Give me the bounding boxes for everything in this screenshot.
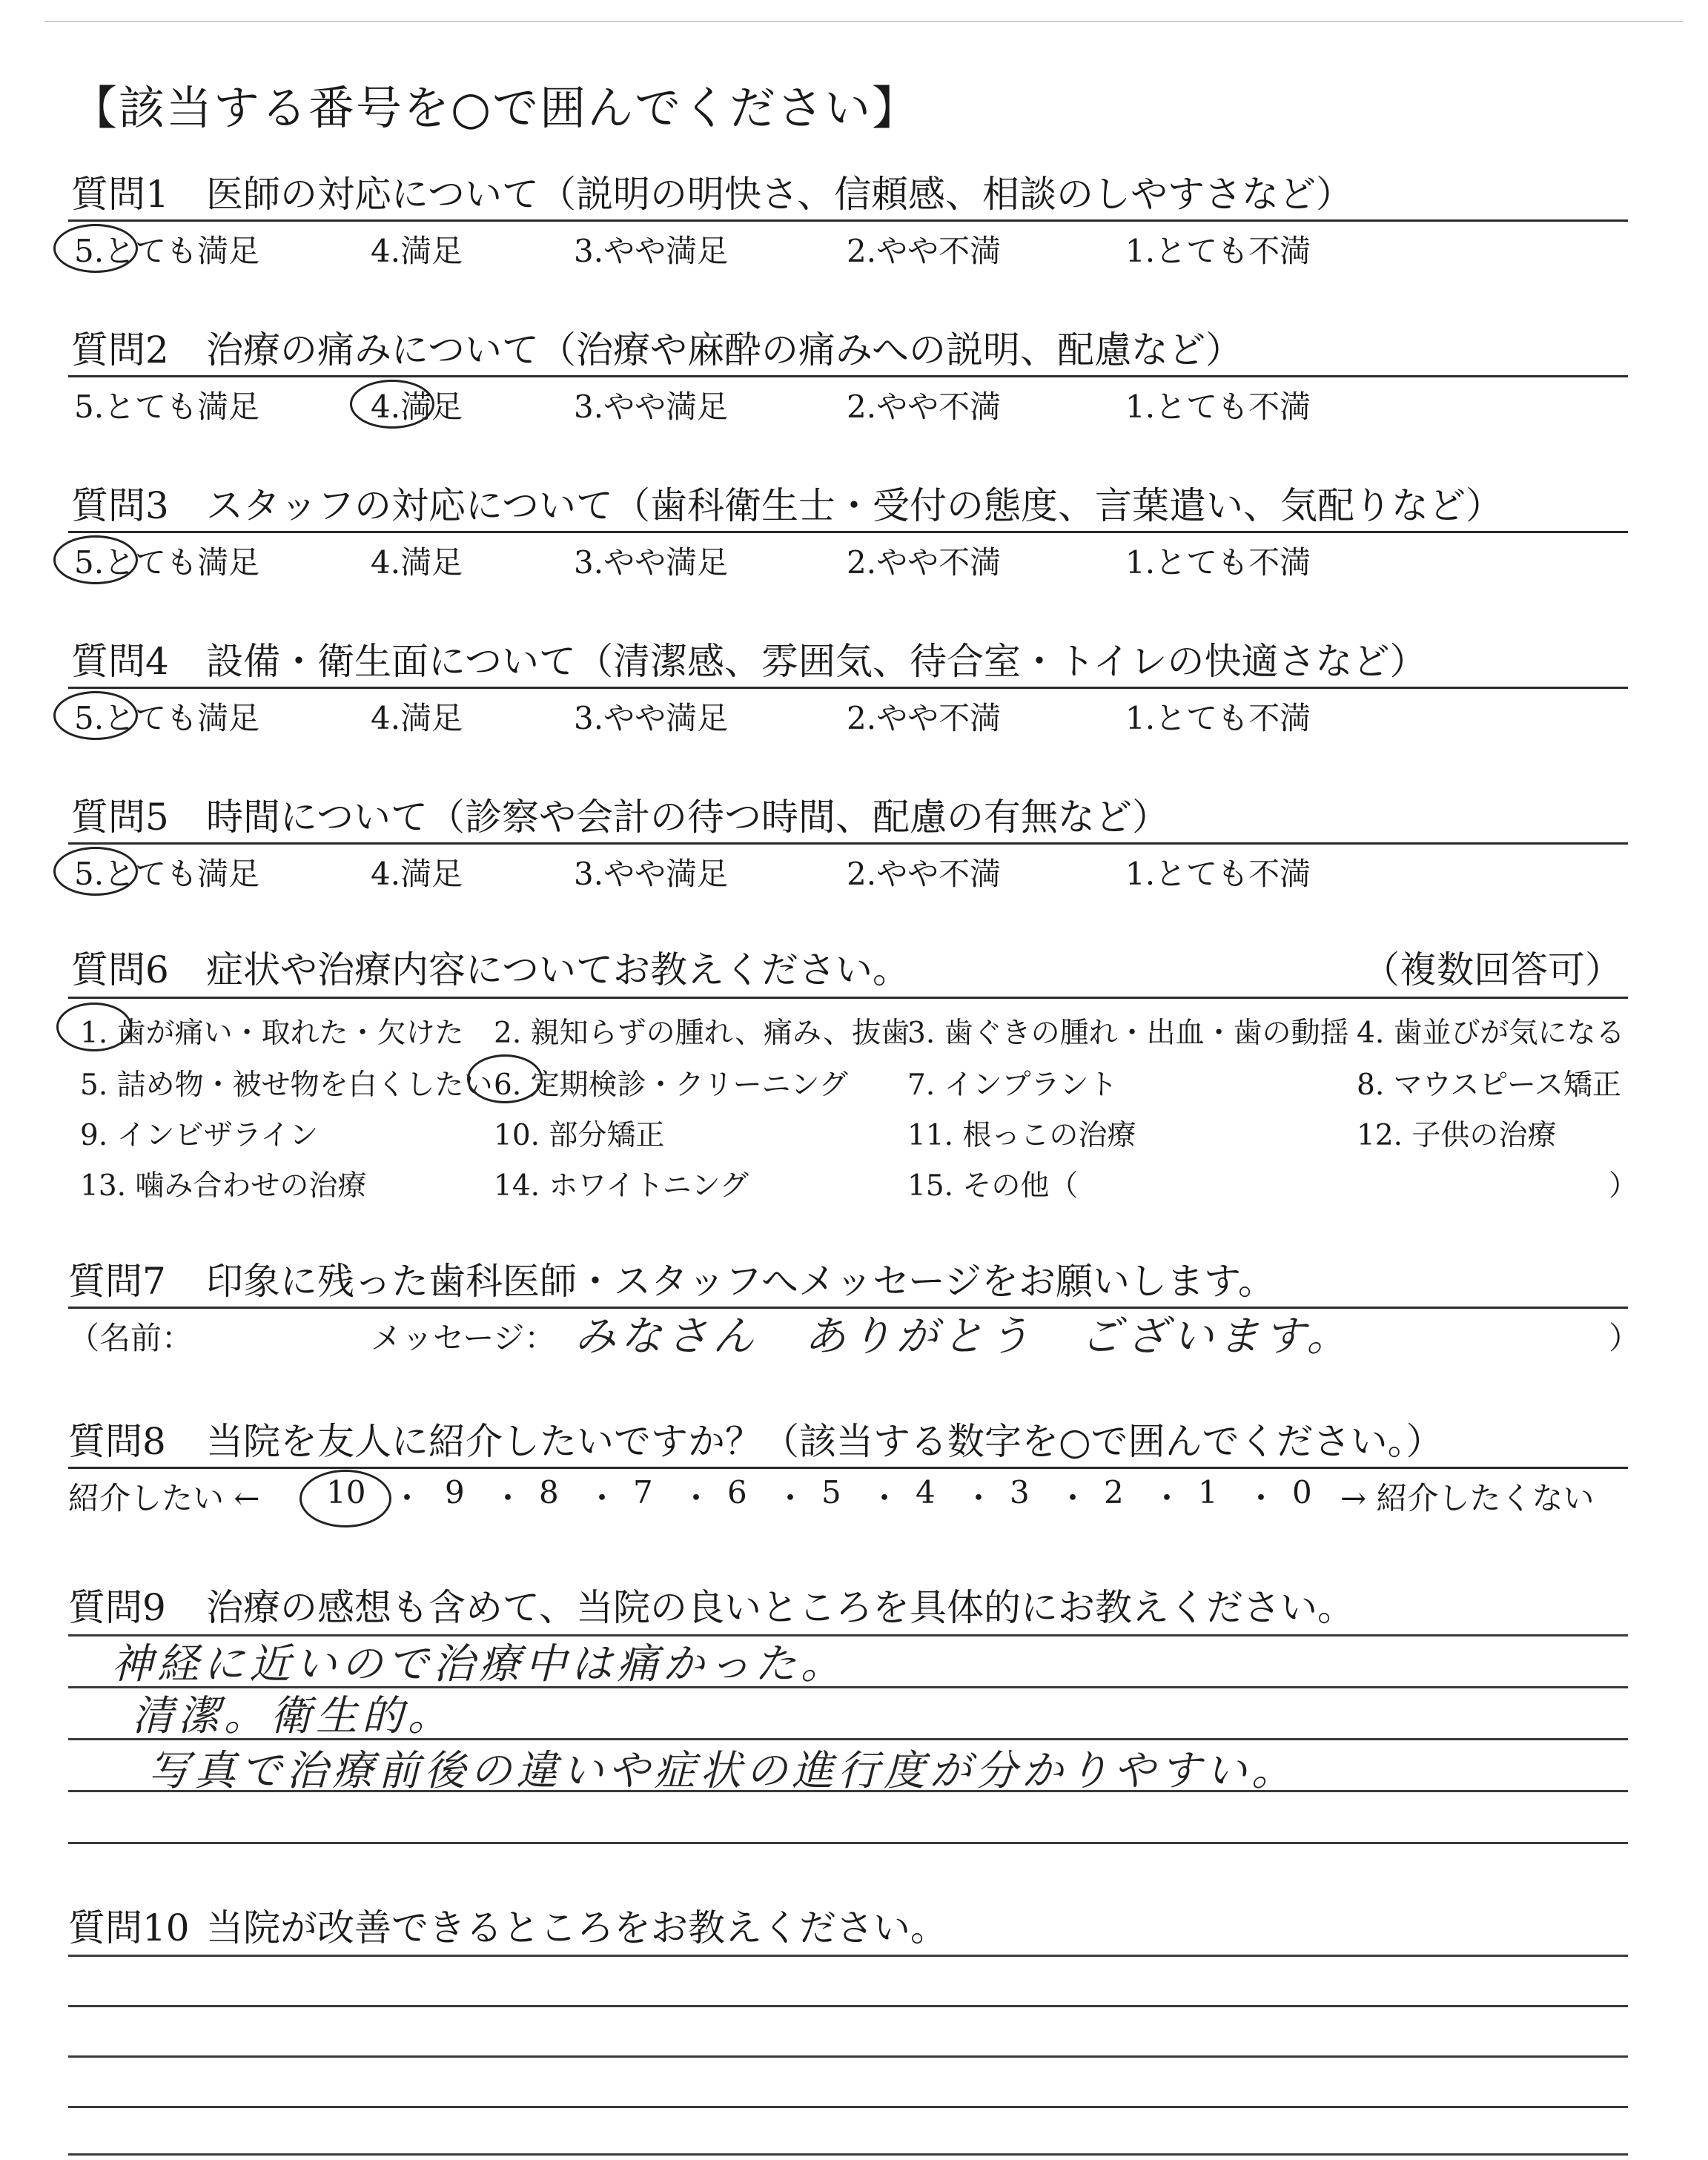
q9-line-5 [68, 1842, 1628, 1844]
q4-option-3[interactable]: 3.やや満足 [574, 700, 729, 736]
q6-option-7[interactable]: 7. インプラント [907, 1069, 1118, 1102]
q2-label: 質問2 [71, 328, 169, 371]
q6-option-4[interactable]: 4. 歯並びが気になる [1357, 1017, 1625, 1050]
q8-scale-8[interactable]: 8 [539, 1474, 559, 1510]
q8-scale-separator: ・ [1151, 1480, 1183, 1516]
q6-option-10[interactable]: 10. 部分矯正 [494, 1119, 665, 1152]
q8-scale-separator: ・ [586, 1480, 618, 1516]
q6-text: 症状や治療内容についてお教えください。 [206, 948, 910, 991]
q6-option-1[interactable]: 1. 歯が痛い・取れた・欠けた [80, 1017, 464, 1050]
q2-option-5[interactable]: 5.とても満足 [74, 389, 260, 425]
q5-option-1[interactable]: 1.とても不満 [1125, 856, 1311, 892]
scan-edge [44, 21, 1683, 22]
q2-option-1[interactable]: 1.とても不満 [1125, 389, 1311, 425]
q3-label: 質問3 [71, 484, 169, 527]
q8-scale-3[interactable]: 3 [1010, 1474, 1030, 1510]
q3-option-5[interactable]: 5.とても満足 [74, 544, 260, 581]
q1-label: 質問1 [71, 173, 169, 216]
q6-other-close[interactable]: ） [1609, 1169, 1638, 1203]
q8-rule [68, 1467, 1628, 1469]
q3-option-2[interactable]: 2.やや不満 [847, 544, 1002, 581]
q8-scale-7[interactable]: 7 [633, 1474, 653, 1510]
q8-scale-separator: ・ [391, 1480, 423, 1516]
q6-option-15[interactable]: 15. その他（ [907, 1169, 1079, 1203]
q4-option-2[interactable]: 2.やや不満 [847, 700, 1002, 736]
q7-message: みなさん ありがとう ございます。 [575, 1312, 1353, 1361]
q4-label: 質問4 [71, 640, 169, 683]
q5-option-2[interactable]: 2.やや不満 [847, 856, 1002, 892]
q3-option-4[interactable]: 4.満足 [371, 544, 463, 581]
q6-option-6[interactable]: 6. 定期検診・クリーニング [494, 1069, 848, 1102]
q4-selection-circle [53, 691, 138, 740]
q2-option-2[interactable]: 2.やや不満 [847, 389, 1002, 425]
q10-line-5 [68, 2153, 1628, 2156]
q8-scale-separator: ・ [869, 1480, 901, 1516]
q1-option-5[interactable]: 5.とても満足 [74, 233, 260, 269]
q3-rule [68, 531, 1628, 533]
q6-rule [68, 997, 1628, 999]
q9-answer-1: 神経に近いので治療中は痛かった。 [111, 1640, 847, 1688]
q5-text: 時間について（診察や会計の待つ時間、配慮の有無など） [206, 796, 1169, 839]
q5-option-4[interactable]: 4.満足 [371, 856, 463, 892]
q8-scale-6[interactable]: 6 [727, 1474, 747, 1510]
q8-scale-2[interactable]: 2 [1104, 1474, 1124, 1510]
q5-option-3[interactable]: 3.やや満足 [574, 856, 729, 892]
q6-selection-circle-6 [467, 1054, 543, 1103]
q7-message-label: メッセージ： [371, 1320, 556, 1356]
q8-scale-separator: ・ [1057, 1480, 1089, 1516]
q8-scale-separator: ・ [1245, 1480, 1277, 1516]
q6-option-14[interactable]: 14. ホワイトニング [494, 1169, 749, 1203]
q1-rule [68, 219, 1628, 222]
q1-option-4[interactable]: 4.満足 [371, 233, 463, 269]
q8-text: 当院を友人に紹介したいですか？（該当する数字を○で囲んでください。） [206, 1420, 1443, 1463]
q7-close: ） [1609, 1320, 1641, 1356]
q4-text: 設備・衛生面について（清潔感、雰囲気、待合室・トイレの快適さなど） [206, 640, 1427, 683]
q8-right-label: → 紹介したくない [1340, 1480, 1595, 1516]
q9-answer-3: 写真で治療前後の違いや症状の進行度が分かりやすい。 [148, 1747, 1297, 1795]
q4-rule [68, 687, 1628, 689]
q2-text: 治療の痛みについて（治療や麻酔の痛みへの説明、配慮など） [206, 328, 1242, 371]
q9-label: 質問9 [68, 1586, 166, 1629]
q1-text: 医師の対応について（説明の明快さ、信頼感、相談のしやすさなど） [206, 173, 1353, 216]
q10-line-2 [68, 2005, 1628, 2007]
q1-option-3[interactable]: 3.やや満足 [574, 233, 729, 269]
q8-scale-separator: ・ [681, 1480, 712, 1516]
q10-text: 当院が改善できるところをお教えください。 [206, 1906, 947, 1949]
q8-scale-4[interactable]: 4 [916, 1474, 936, 1510]
q10-label: 質問10 [68, 1906, 190, 1949]
q4-option-1[interactable]: 1.とても不満 [1125, 700, 1311, 736]
q2-selection-circle [350, 380, 434, 429]
q8-label: 質問8 [68, 1420, 166, 1463]
q8-scale-0[interactable]: 0 [1292, 1474, 1312, 1510]
q5-option-5[interactable]: 5.とても満足 [74, 856, 260, 892]
q1-selection-circle [53, 224, 138, 273]
q4-option-5[interactable]: 5.とても満足 [74, 700, 260, 736]
q8-scale-1[interactable]: 1 [1198, 1474, 1218, 1510]
q8-scale-5[interactable]: 5 [821, 1474, 841, 1510]
q4-option-4[interactable]: 4.満足 [371, 700, 463, 736]
q6-option-12[interactable]: 12. 子供の治療 [1357, 1119, 1557, 1152]
q6-selection-circle-1 [56, 1003, 132, 1051]
q8-left-label: 紹介したい ← [68, 1480, 260, 1516]
q3-selection-circle [53, 535, 138, 584]
q6-option-11[interactable]: 11. 根っこの治療 [907, 1119, 1136, 1152]
q5-label: 質問5 [71, 796, 169, 839]
q6-label: 質問6 [71, 948, 169, 991]
q6-option-9[interactable]: 9. インビザライン [80, 1119, 319, 1152]
q7-text: 印象に残った歯科医師・スタッフへメッセージをお願いします。 [206, 1260, 1275, 1303]
q10-line-3 [68, 2055, 1628, 2058]
q6-option-5[interactable]: 5. 詰め物・被せ物を白くしたい [80, 1069, 493, 1102]
q6-option-13[interactable]: 13. 噛み合わせの治療 [80, 1169, 367, 1203]
q10-line-1 [68, 1955, 1628, 1957]
q8-scale-separator: ・ [775, 1480, 807, 1516]
q5-selection-circle [53, 847, 138, 896]
q3-option-3[interactable]: 3.やや満足 [574, 544, 729, 581]
q8-scale-separator: ・ [492, 1480, 524, 1516]
q8-scale-separator: ・ [963, 1480, 995, 1516]
q8-selection-circle [299, 1470, 391, 1527]
q2-rule [68, 375, 1628, 377]
q9-answer-2: 清潔。衛生的。 [132, 1692, 454, 1740]
q3-text: スタッフの対応について（歯科衛生士・受付の態度、言葉遣い、気配りなど） [206, 484, 1503, 527]
q10-line-4 [68, 2106, 1628, 2108]
q9-text: 治療の感想も含めて、当院の良いところを具体的にお教えください。 [206, 1586, 1354, 1629]
q7-name-label: （名前： [68, 1320, 193, 1356]
q1-option-2[interactable]: 2.やや不満 [847, 233, 1002, 269]
q5-rule [68, 842, 1628, 845]
q2-option-3[interactable]: 3.やや満足 [574, 389, 729, 425]
q8-scale-9[interactable]: 9 [445, 1474, 465, 1510]
q8-scale-10[interactable]: 10 [326, 1474, 366, 1510]
q3-option-1[interactable]: 1.とても不満 [1125, 544, 1311, 581]
q2-option-4[interactable]: 4.満足 [371, 389, 463, 425]
q6-note: （複数回答可） [1363, 948, 1622, 991]
page-title: 【該当する番号を○で囲んでください】 [71, 81, 920, 135]
q1-option-1[interactable]: 1.とても不満 [1125, 233, 1311, 269]
q6-option-3[interactable]: 3. 歯ぐきの腫れ・出血・歯の動揺 [907, 1017, 1349, 1050]
q6-option-8[interactable]: 8. マウスピース矯正 [1357, 1069, 1621, 1102]
q7-label: 質問7 [68, 1260, 166, 1303]
q6-option-2[interactable]: 2. 親知らずの腫れ、痛み、抜歯 [494, 1017, 910, 1050]
